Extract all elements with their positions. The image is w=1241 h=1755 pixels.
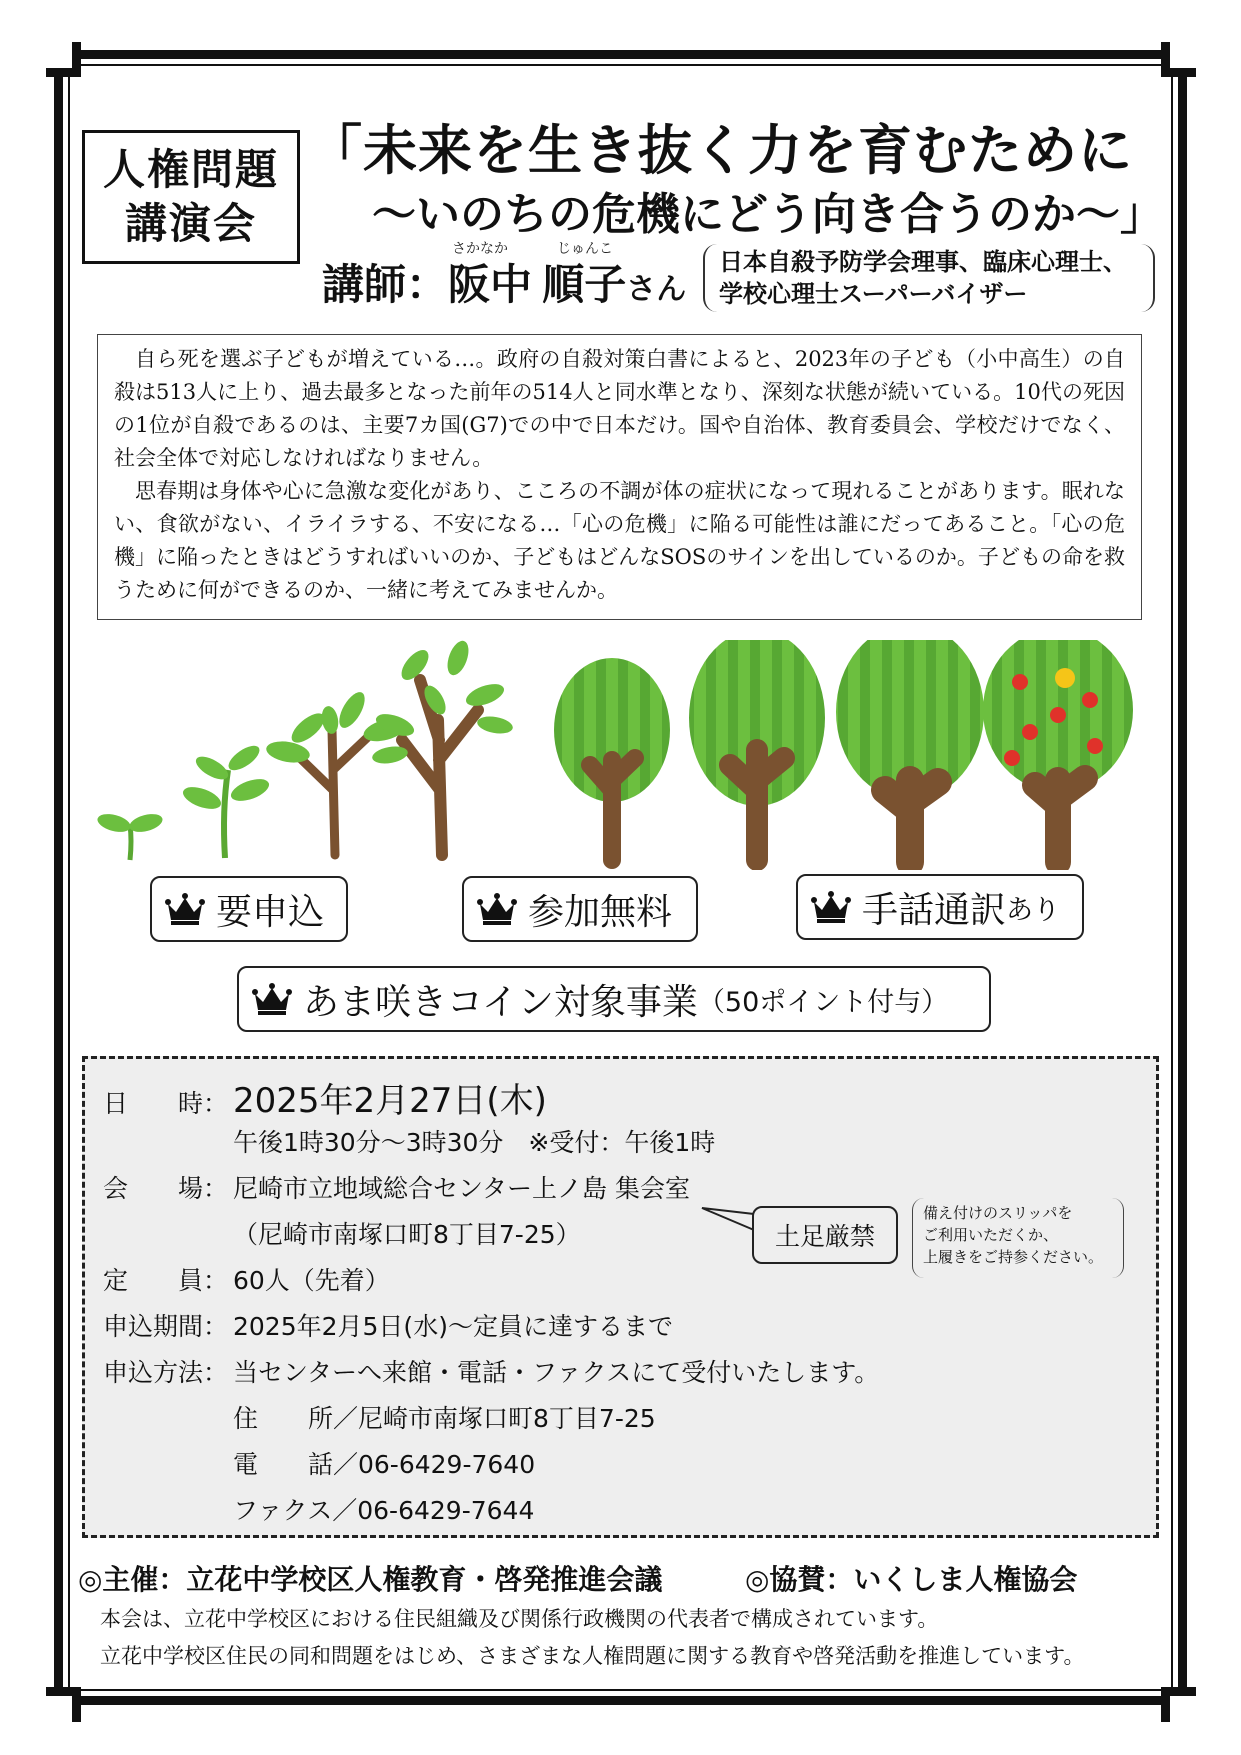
apple	[1082, 692, 1098, 708]
venue-row	[103, 1169, 690, 1205]
cosponsor: ◎協賛：いくしま人権協会	[745, 1563, 1078, 1596]
corner-notch	[46, 1687, 81, 1722]
contact-fax: ファクス／06-6429-7644	[233, 1496, 535, 1525]
venue-address: （尼崎市南塚口町8丁目7-25）	[233, 1220, 581, 1249]
event-details-box	[82, 1056, 1159, 1538]
speaker-given-name: 順子	[542, 260, 627, 309]
speaker-label: 講師：	[322, 260, 449, 309]
event-type-line1: 人権問題	[102, 145, 279, 194]
speaker-credentials	[703, 244, 1155, 312]
crown-icon	[810, 890, 852, 924]
slipper-note-line1: 備え付けのスリッパを	[923, 1204, 1073, 1222]
corner-notch	[46, 42, 81, 77]
capacity-value: 60人（先着）	[233, 1266, 390, 1295]
corner-notch	[1161, 42, 1196, 77]
date-value: 2025年2月27日(木)	[233, 1081, 547, 1121]
no-shoes-text: 土足厳禁	[774, 1222, 875, 1251]
tree-stage-7	[836, 640, 984, 862]
venue-value: 尼崎市立地域総合センター上ノ島 集会室	[233, 1174, 690, 1203]
method-value: 当センターへ来館・電話・ファクスにて受付いたします。	[233, 1358, 880, 1387]
tree-growth-illustration	[90, 640, 1150, 870]
credentials-line2: 学校心理士スーパーバイザー	[719, 280, 1028, 308]
no-shoes-bubble	[752, 1206, 898, 1264]
free-admission-label: 参加無料	[528, 891, 673, 933]
apple	[1050, 707, 1066, 723]
sub-title: ～いのちの危機にどう向き合うのか～」	[372, 189, 1164, 240]
registration-required-label: 要申込	[216, 891, 325, 933]
family-name-ruby: さかなか	[452, 241, 508, 257]
free-admission-badge	[462, 876, 698, 942]
chick	[1055, 668, 1075, 688]
coin-program-badge	[237, 966, 991, 1032]
credentials-line1: 日本自殺予防学会理事、臨床心理士、	[719, 248, 1127, 276]
sign-language-suffix: あり	[1006, 894, 1061, 926]
date-label: 日 時：	[103, 1089, 229, 1118]
given-name-ruby: じゅんこ	[557, 241, 613, 257]
slipper-note-line3: 上履きをご持参ください。	[923, 1248, 1104, 1266]
organizer: ◎主催：立花中学校区人権教育・啓発推進会議	[78, 1563, 663, 1596]
contact-address: 住 所／尼崎市南塚口町8丁目7-25	[233, 1404, 656, 1433]
speaker-family-name: 阪中	[448, 260, 533, 309]
event-type-box	[82, 130, 300, 264]
venue-label: 会 場：	[103, 1174, 229, 1203]
period-value: 2025年2月5日(水)～定員に達するまで	[233, 1312, 673, 1341]
period-label: 申込期間：	[103, 1312, 229, 1341]
apple	[1004, 750, 1020, 766]
tree-stage-6	[689, 640, 825, 860]
speaker-honorific: さん	[626, 272, 687, 307]
slipper-note	[912, 1198, 1124, 1278]
contact-phone: 電 話／06-6429-7640	[233, 1450, 536, 1479]
intro-paragraph-2: 思春期は身体や心に急激な変化があり、こころの不調が体の症状になって現れることがあります。眠れない、食欲がない、イライラする、不安になる…「心の危機」に陥る可能性は誰にだってあること。「心の危機」に陥ったときはどうすればいいのか、子どもはどんなSOSのサインを出しているのか。子どもの命を救うために何ができるのか、一緒に考えてみませんか。	[114, 479, 1125, 602]
apple	[1022, 724, 1038, 740]
footer-note-1: 本会は、立花中学校区における住民組織及び関係行政機関の代表者で構成されています。	[100, 1607, 939, 1631]
apple	[1012, 674, 1028, 690]
period-row	[103, 1307, 673, 1343]
coin-points: （50ポイント付与）	[697, 986, 949, 1018]
method-label: 申込方法：	[103, 1358, 229, 1387]
footer-note-2: 立花中学校区住民の同和問題をはじめ、さまざまな人権問題に関する教育や啓発活動を推進しています。	[100, 1644, 1085, 1668]
capacity-label: 定 員：	[103, 1266, 229, 1295]
event-type-line2: 講演会	[124, 199, 257, 248]
crown-icon	[251, 982, 293, 1016]
tree-stage-5	[554, 658, 670, 860]
date-row	[103, 1073, 547, 1122]
sprout-stage-2	[180, 741, 272, 858]
slipper-note-line2: ご利用いただくか、	[923, 1226, 1059, 1244]
young-tree-stage-4	[371, 640, 514, 855]
method-row	[103, 1353, 879, 1389]
apple	[1087, 738, 1103, 754]
sign-language-label: 手話通訳	[862, 889, 1007, 931]
capacity-row	[103, 1261, 390, 1297]
coin-program-label: あま咲きコイン対象事業	[303, 981, 698, 1023]
intro-paragraph-1: 自ら死を選ぶ子どもが増えている…。政府の自殺対策白書によると、2023年の子ども（小中高生）の自殺は513人に上り、過去最多となった前年の514人と同水準となり、深刻な状態が続いている。10代の死因の1位が自殺であるのは、主要7カ国(G7)での中で日本だけ。国や自治体、教育委員会、学校だけでなく、社会全体で対応しなければなりません。	[114, 347, 1125, 470]
fruit-tree-stage-8	[983, 640, 1133, 862]
crown-icon	[476, 892, 518, 926]
sprout-stage-1	[96, 811, 165, 860]
intro-text-box	[97, 334, 1142, 620]
sign-language-badge	[796, 874, 1084, 940]
registration-required-badge	[150, 876, 348, 942]
corner-notch	[1161, 1687, 1196, 1722]
time-value: 午後1時30分～3時30分 ※受付：午後1時	[233, 1128, 716, 1157]
crown-icon	[164, 892, 206, 926]
speech-bubble-tail	[700, 1200, 760, 1240]
main-title: 「未来を生き抜く力を育むために	[308, 119, 1133, 182]
sapling-stage-3	[265, 688, 409, 855]
speaker-line	[322, 252, 686, 312]
